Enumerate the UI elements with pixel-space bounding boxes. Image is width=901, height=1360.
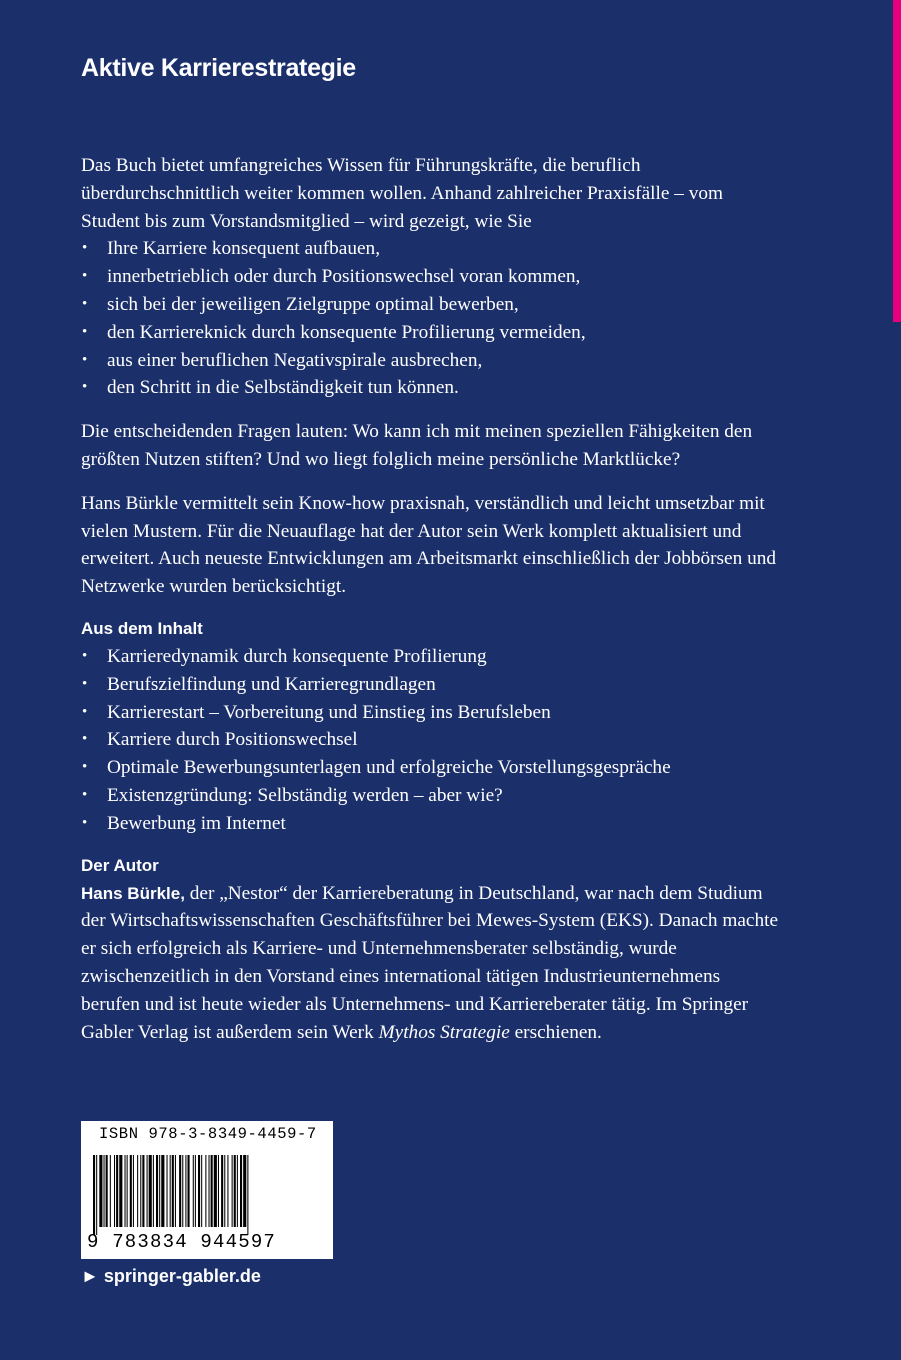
barcode-bar <box>234 1155 236 1227</box>
intro-bullet-list <box>81 235 781 402</box>
barcode-bar <box>167 1155 168 1227</box>
barcode-bar <box>99 1155 102 1227</box>
list-item: • Berufszielfindung und Karrieregrundlagen <box>81 671 781 699</box>
barcode-bar <box>240 1155 242 1227</box>
barcode-bar <box>247 1155 248 1235</box>
list-item: • Optimale Bewerbungsunterlagen und erfolgreiche Vorstellungsgespräche <box>81 754 781 782</box>
intro-text: Das Buch bietet umfangreiches Wissen für Führungskräfte, die beruflich überdurchschnittlich weiter kommen wollen. Anhand zahlreicher Praxisfälle – vom Student bis zum Vorstandsmitglied – wird gezeigt, wie Sie <box>81 155 723 232</box>
barcode-bar <box>179 1155 181 1227</box>
barcode-bar <box>201 1155 202 1227</box>
barcode-bar <box>96 1155 97 1235</box>
barcode-bar <box>209 1155 210 1227</box>
list-item: • Bewerbung im Internet <box>81 810 781 838</box>
barcode-bar <box>195 1155 196 1227</box>
list-item: • den Schritt in die Selbständigkeit tun können. <box>81 374 781 402</box>
barcode-bar <box>161 1155 164 1227</box>
publisher-website[interactable] <box>81 1266 261 1287</box>
barcode-bar <box>185 1155 186 1227</box>
barcode-bar <box>149 1155 152 1227</box>
barcode-bar <box>127 1155 128 1227</box>
list-item: • Karriere durch Positionswechsel <box>81 726 781 754</box>
barcode-bar <box>116 1155 118 1227</box>
list-item: • Karrieredynamik durch konsequente Profilierung <box>81 643 781 671</box>
barcode-bar <box>130 1155 132 1227</box>
barcode-bar <box>140 1155 141 1227</box>
list-item: • den Karriereknick durch konsequente Profilierung vermeiden, <box>81 319 781 347</box>
barcode-bar <box>119 1155 122 1227</box>
barcode-bar <box>218 1155 219 1227</box>
barcode-bar <box>237 1155 238 1227</box>
list-item: • innerbetrieblich oder durch Positionswechsel voran kommen, <box>81 263 781 291</box>
barcode-bar <box>156 1155 158 1227</box>
isbn-barcode <box>81 1121 333 1259</box>
barcode-bar <box>232 1155 233 1227</box>
list-item: • Karrierestart – Vorbereitung und Einstieg ins Berufsleben <box>81 699 781 727</box>
barcode-bar <box>106 1155 108 1227</box>
barcode-bar <box>133 1155 134 1227</box>
barcode-bar <box>193 1155 194 1227</box>
barcode-bar <box>110 1155 111 1227</box>
barcode-bar <box>211 1155 213 1227</box>
barcode-bar <box>221 1155 223 1227</box>
barcode-bar <box>188 1155 190 1227</box>
barcode-bar <box>104 1155 105 1227</box>
barcode-bar <box>214 1155 217 1227</box>
barcode-bar <box>170 1155 171 1227</box>
barcode-bar <box>153 1155 154 1227</box>
book-title: Aktive Karrierestrategie <box>81 54 356 82</box>
author-bio <box>81 880 781 1047</box>
questions-text: Die entscheidenden Fragen lauten: Wo kann ich mit meinen speziellen Fähigkeiten den größten Nutzen stiften? Und wo liegt folglich meine persönliche Marktlücke? <box>81 421 753 470</box>
barcode-digits: 9 783834 944597 <box>87 1231 277 1253</box>
list-item: • sich bei der jeweiligen Zielgruppe optimal bewerben, <box>81 291 781 319</box>
barcode-bar <box>198 1155 200 1227</box>
author-bio-end: erschienen. <box>509 1021 602 1043</box>
list-item: • aus einer beruflichen Negativspirale ausbrechen, <box>81 347 781 375</box>
contents-bullet-list <box>81 643 781 838</box>
barcode-bar <box>93 1155 95 1235</box>
barcode-bar <box>147 1155 148 1227</box>
barcode-bar <box>227 1155 228 1227</box>
knowhow-text: Hans Bürkle vermittelt sein Know-how praxisnah, verständlich und leicht umsetzbar mit vielen Mustern. Für die Neuauflage hat der Autor sein Werk komplett aktualisiert und erweitert. Auch neueste Entwicklungen am Arbeitsmarkt einschließlich der Jobbörsen und Netzwerke wurden berücksichtigt. <box>81 492 776 598</box>
website-text: springer-gabler.de <box>103 1266 261 1286</box>
contents-heading: Aus dem Inhalt <box>81 618 203 638</box>
author-book-title: Mythos Strategie <box>378 1021 510 1043</box>
play-arrow-icon: ► <box>81 1266 99 1286</box>
barcode-bar <box>224 1155 225 1227</box>
accent-bar <box>893 0 901 322</box>
barcode-bar <box>172 1155 174 1227</box>
barcode-bar <box>175 1155 176 1227</box>
list-item: • Existenzgründung: Selbständig werden – aber wie? <box>81 782 781 810</box>
barcode-bar <box>142 1155 144 1227</box>
barcode-bar <box>182 1155 183 1227</box>
barcode-bar <box>205 1155 206 1227</box>
author-name: Hans Bürkle, <box>81 883 185 903</box>
barcode-bar <box>243 1155 246 1227</box>
barcode-bar <box>125 1155 126 1227</box>
blurb <box>81 152 781 1046</box>
barcode-bar <box>159 1155 160 1227</box>
barcode-bar <box>137 1155 138 1227</box>
isbn-label: ISBN 978-3-8349-4459-7 <box>99 1125 317 1143</box>
author-heading: Der Autor <box>81 855 159 875</box>
author-bio-text: der „Nestor“ der Karriereberatung in Deutschland, war nach dem Studium der Wirtschaftswissenschaften Geschäftsführer bei Mewes-System (EKS). Danach machte er sich erfolgreich als Karriere- und Unternehmensberater selbständig, wurde zwischenzeitlich in den Vorstand eines international tätigen Industrieunternehmens berufen und ist heute wieder als Unternehmens- und Karriereberater tätig. Im Springer Gabler Verlag ist außerdem sein Werk <box>81 882 779 1043</box>
barcode-bar <box>114 1155 115 1227</box>
list-item: • Ihre Karriere konsequent aufbauen, <box>81 235 781 263</box>
